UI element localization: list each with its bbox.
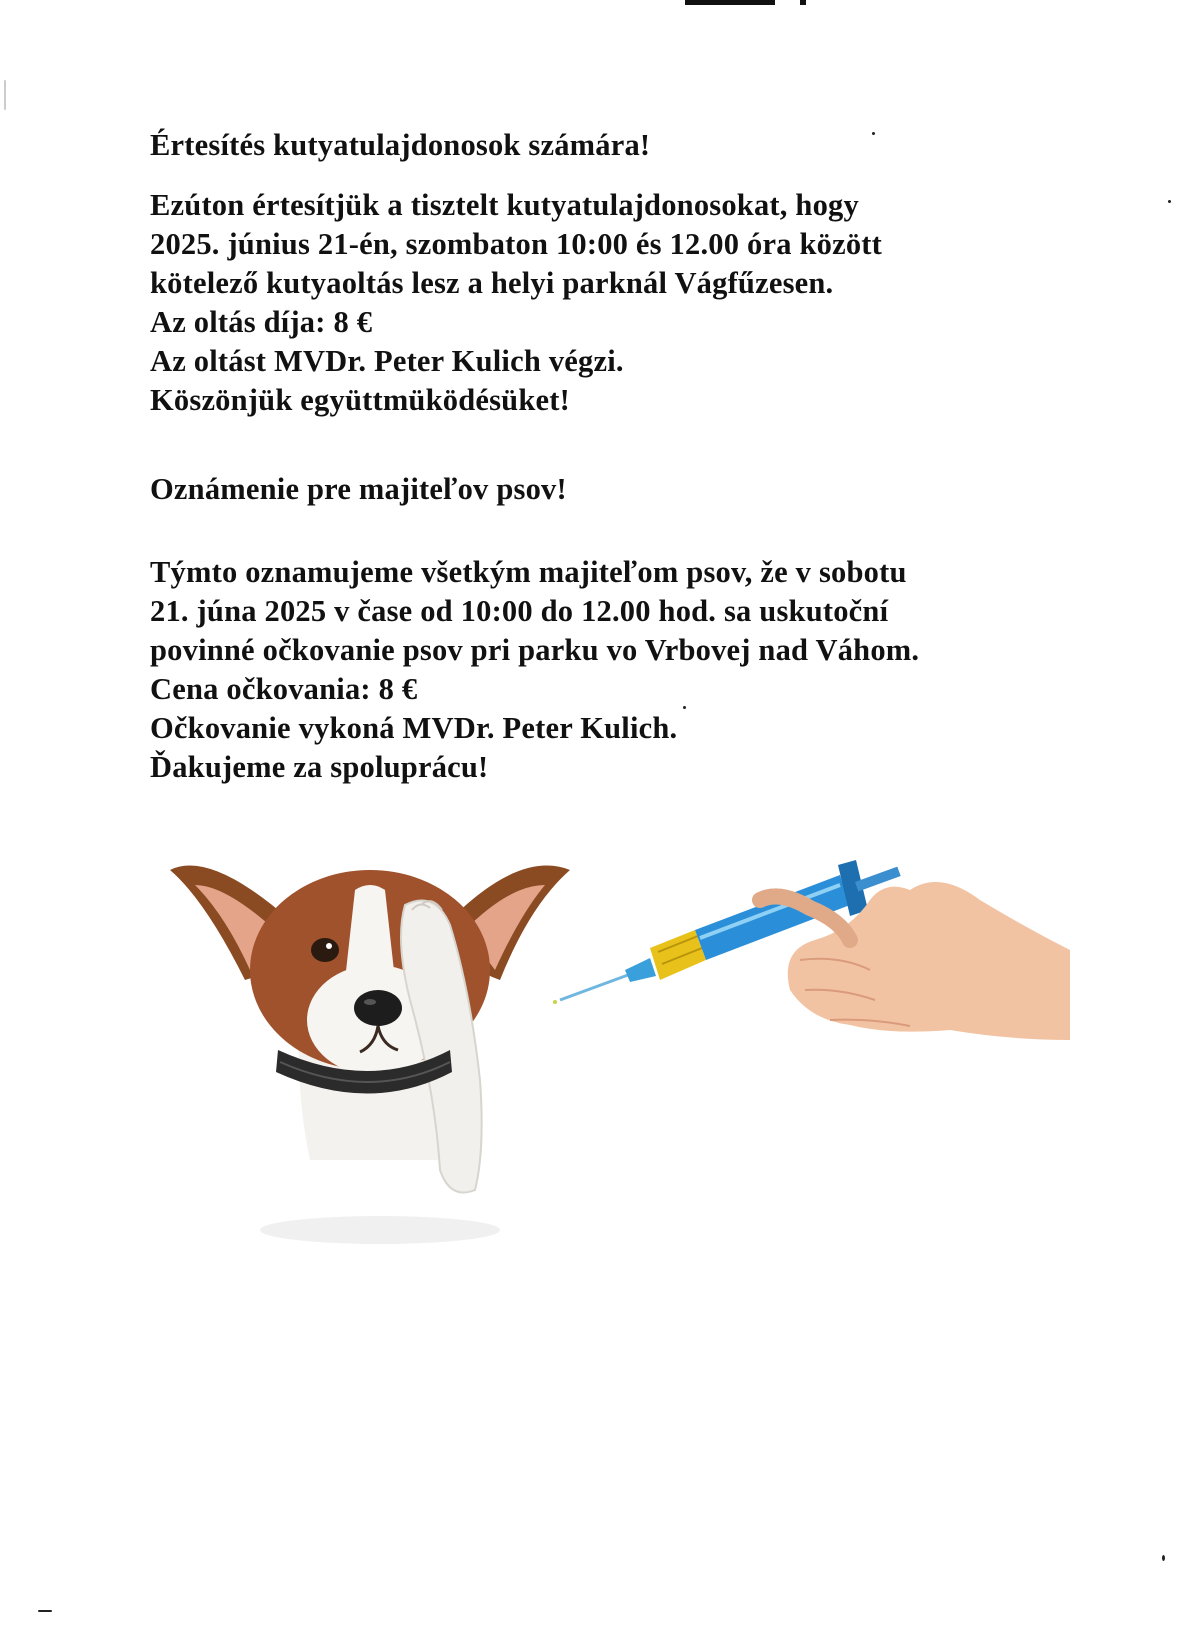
- slovak-line: povinné očkovanie psov pri parku vo Vrbovej nad Váhom.: [150, 633, 920, 667]
- hungarian-line: Az oltást MVDr. Peter Kulich végzi.: [150, 344, 624, 378]
- hungarian-line: 2025. június 21-én, szombaton 10:00 és 12.00 óra között: [150, 227, 882, 261]
- hungarian-line: Ezúton értesítjük a tisztelt kutyatulajdonosokat, hogy: [150, 188, 859, 222]
- scan-speck: [38, 1610, 52, 1612]
- slovak-line: Ďakujeme za spoluprácu!: [150, 750, 489, 784]
- hungarian-line: kötelező kutyaoltás lesz a helyi parknál Vágfűzesen.: [150, 266, 834, 300]
- slovak-line: Očkovanie vykoná MVDr. Peter Kulich.: [150, 711, 678, 745]
- slovak-title: Oznámenie pre majiteľov psov!: [150, 472, 567, 506]
- scan-speck: [1168, 200, 1171, 203]
- scan-speck: [4, 80, 6, 110]
- slovak-body: [150, 553, 1050, 787]
- hungarian-line: Az oltás díja: 8 €: [150, 305, 373, 339]
- scan-artifact-top: [685, 0, 775, 5]
- slovak-line: 21. júna 2025 v čase od 10:00 do 12.00 hod. sa uskutoční: [150, 594, 889, 628]
- hungarian-title: Értesítés kutyatulajdonosok számára!: [150, 128, 651, 162]
- slovak-line: Cena očkovania: 8 €: [150, 672, 418, 706]
- scan-speck: [1162, 1555, 1165, 1561]
- dog-icon: [170, 866, 570, 1193]
- hungarian-line: Köszönjük együttmüködésüket!: [150, 383, 570, 417]
- hungarian-body: [150, 186, 1050, 420]
- scan-artifact-top-dot: [800, 0, 806, 5]
- vaccination-illustration: [150, 830, 1070, 1270]
- slovak-line: Týmto oznamujeme všetkým majiteľom psov, že v sobotu: [150, 555, 907, 589]
- hand-icon: [760, 882, 1070, 1040]
